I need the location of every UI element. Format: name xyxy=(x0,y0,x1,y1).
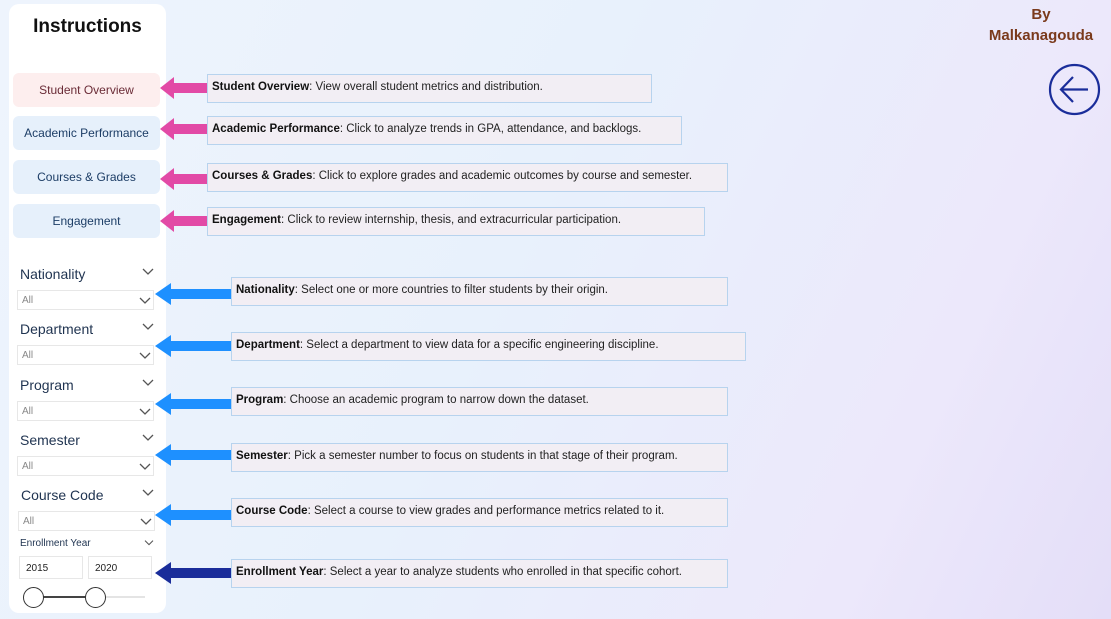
callout-student-overview xyxy=(207,74,652,103)
callout-text: : View overall student metrics and distribution. xyxy=(309,81,543,93)
nav-student-overview-button[interactable]: Student Overview xyxy=(13,73,160,107)
callout-enrollment-year xyxy=(231,559,728,588)
back-arrow-icon[interactable] xyxy=(1048,63,1101,116)
callout-text: : Click to analyze trends in GPA, attendance, and backlogs. xyxy=(339,123,642,135)
department-slicer-title: Department xyxy=(20,321,94,337)
arrow-left-icon xyxy=(160,168,208,190)
arrow-left-icon xyxy=(160,77,208,99)
year-slider-max-handle[interactable] xyxy=(85,587,106,608)
callout-term: Semester xyxy=(236,450,288,462)
program-slicer-title: Program xyxy=(20,377,74,393)
nationality-dropdown[interactable] xyxy=(17,290,154,310)
callout-department xyxy=(231,332,746,361)
chevron-down-icon[interactable] xyxy=(142,433,154,443)
enrollment-year-title: Enrollment Year xyxy=(20,538,91,549)
arrow-left-icon xyxy=(160,118,208,140)
enrollment-year-from-input[interactable]: 2015 xyxy=(19,556,83,579)
chevron-down-icon xyxy=(140,517,152,527)
callout-program xyxy=(231,387,728,416)
year-slider-min-handle[interactable] xyxy=(23,587,44,608)
chevron-down-icon[interactable] xyxy=(142,378,154,388)
callout-academic-performance xyxy=(207,116,682,145)
program-value: All xyxy=(22,406,34,417)
author-by: By xyxy=(1031,6,1051,23)
semester-value: All xyxy=(22,461,34,472)
callout-nationality xyxy=(231,277,728,306)
callout-course-code xyxy=(231,498,728,527)
callout-term: Student Overview xyxy=(212,81,310,93)
course-code-dropdown[interactable] xyxy=(18,511,155,531)
enrollment-year-to-input[interactable]: 2020 xyxy=(88,556,152,579)
nav-courses-grades-button[interactable]: Courses & Grades xyxy=(13,160,160,194)
callout-term: Courses & Grades xyxy=(212,170,313,182)
department-value: All xyxy=(22,350,34,361)
author-credit xyxy=(980,4,1102,46)
callout-text: : Select a department to view data for a specific engineering discipline. xyxy=(299,339,659,351)
course-code-value: All xyxy=(23,516,35,527)
arrow-left-icon xyxy=(155,393,232,415)
arrow-left-icon xyxy=(155,444,232,466)
arrow-left-icon xyxy=(160,210,208,232)
callout-term: Course Code xyxy=(236,505,308,517)
arrow-left-icon xyxy=(155,504,232,526)
program-dropdown[interactable] xyxy=(17,401,154,421)
callout-text: : Select a year to analyze students who enrolled in that specific cohort. xyxy=(323,566,682,578)
arrow-left-icon xyxy=(155,562,232,584)
callout-term: Academic Performance xyxy=(212,123,340,135)
chevron-down-icon xyxy=(139,462,151,472)
nav-engagement-button[interactable]: Engagement xyxy=(13,204,160,238)
panel-title: Instructions xyxy=(33,16,142,37)
callout-text: : Choose an academic program to narrow down the dataset. xyxy=(283,394,589,406)
chevron-down-icon xyxy=(139,296,151,306)
callout-text: : Click to explore grades and academic outcomes by course and semester. xyxy=(312,170,693,182)
callout-term: Program xyxy=(236,394,284,406)
callout-text: : Click to review internship, thesis, and extracurricular participation. xyxy=(281,214,622,226)
chevron-down-icon[interactable] xyxy=(144,539,154,547)
chevron-down-icon xyxy=(139,351,151,361)
nationality-slicer-title: Nationality xyxy=(20,266,86,282)
callout-semester xyxy=(231,443,728,472)
department-dropdown[interactable] xyxy=(17,345,154,365)
callout-term: Department xyxy=(236,339,300,351)
callout-text: : Select a course to view grades and performance metrics related to it. xyxy=(307,505,665,517)
nationality-value: All xyxy=(22,295,34,306)
callout-text: : Pick a semester number to focus on students in that stage of their program. xyxy=(287,450,678,462)
callout-term: Engagement xyxy=(212,214,282,226)
nav-academic-performance-button[interactable]: Academic Performance xyxy=(13,116,160,150)
author-name: Malkanagouda xyxy=(988,27,1094,44)
semester-slicer-title: Semester xyxy=(20,432,80,448)
callout-text: : Select one or more countries to filter students by their origin. xyxy=(294,284,609,296)
chevron-down-icon[interactable] xyxy=(142,267,154,277)
callout-term: Nationality xyxy=(236,284,295,296)
semester-dropdown[interactable] xyxy=(17,456,154,476)
arrow-left-icon xyxy=(155,283,232,305)
callout-courses-grades xyxy=(207,163,728,192)
course-code-slicer-title: Course Code xyxy=(21,487,104,503)
chevron-down-icon xyxy=(139,407,151,417)
callout-engagement xyxy=(207,207,705,236)
chevron-down-icon[interactable] xyxy=(142,322,154,332)
arrow-left-icon xyxy=(155,335,232,357)
chevron-down-icon[interactable] xyxy=(142,488,154,498)
callout-term: Enrollment Year xyxy=(236,566,324,578)
